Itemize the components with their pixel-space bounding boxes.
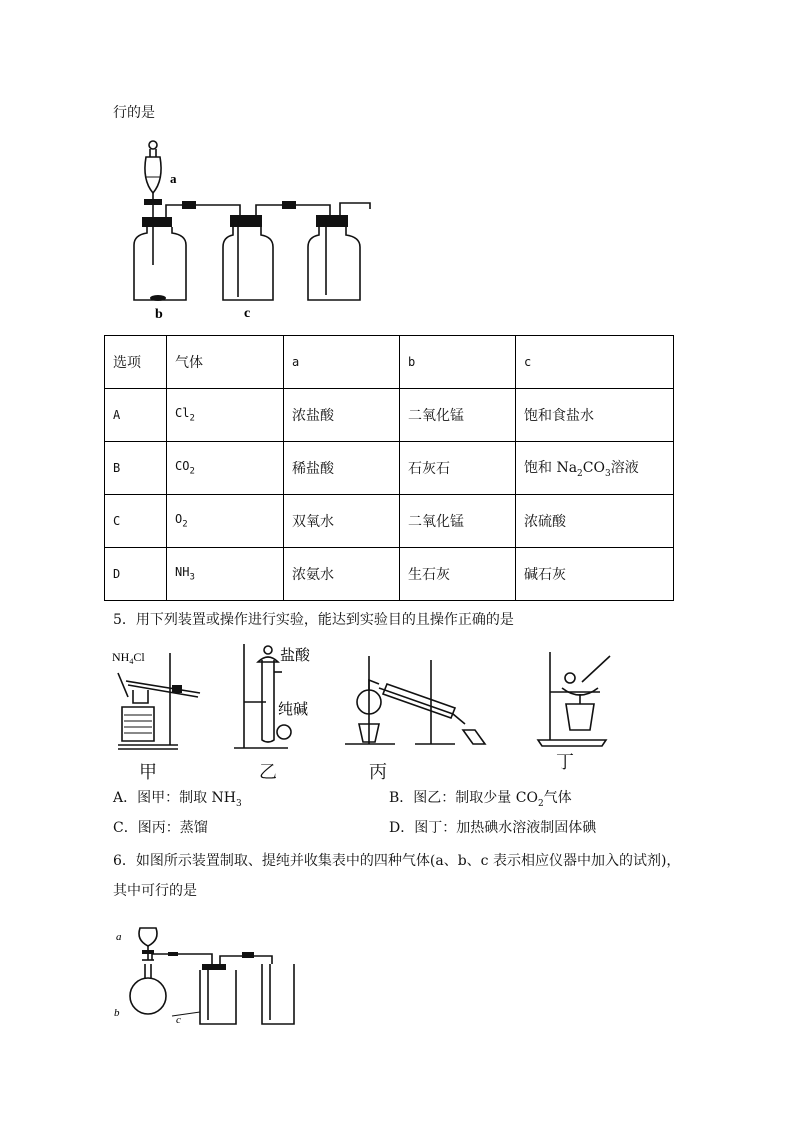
reagent-c-cell: 碱石灰 <box>516 548 674 601</box>
fig-ding-apparatus <box>530 648 630 748</box>
q5-option-a: A．图甲：制取 $NH_3$ <box>113 790 242 809</box>
fig-yi-apparatus <box>228 640 328 755</box>
header-cell: a <box>284 336 400 389</box>
nh4cl-label: NH <box>112 650 130 664</box>
header-cell: c <box>516 336 674 389</box>
apparatus-figure-1 <box>120 135 380 325</box>
reagent-a-cell: 浓氨水 <box>284 548 400 601</box>
option-cell: C <box>105 495 167 548</box>
reagent-a-cell: 浓盐酸 <box>284 389 400 442</box>
label-chunjian: 纯碱 <box>278 700 309 718</box>
apparatus-figure-6 <box>112 920 302 1035</box>
reagent-c-cell: 饱和食盐水 <box>516 389 674 442</box>
q6-stem-line1: 6．如图所示装置制取、提纯并收集表中的四种气体(a、b、c 表示相应仪器中加入的试剂)， <box>113 853 681 869</box>
reagent-c-cell: 饱和 $Na_2CO_3$溶液 <box>516 442 674 495</box>
caption-yi: 乙 <box>259 762 277 783</box>
fig1-label-b: b <box>155 307 163 322</box>
fig6-label-c: c <box>176 1014 181 1026</box>
table-row <box>105 548 674 601</box>
header-cell: b <box>400 336 516 389</box>
caption-jia: 甲 <box>139 762 157 783</box>
reagent-a-cell: 双氧水 <box>284 495 400 548</box>
q6-stem-line2: 其中可行的是 <box>113 883 197 899</box>
fig-bing-apparatus <box>335 650 505 750</box>
table-header-row <box>105 336 674 389</box>
gas-cell: $Cl_2$ <box>167 389 284 442</box>
option-cell: A <box>105 389 167 442</box>
svg-text:NH4Cl: $NH_4Cl$ <box>112 650 145 666</box>
reagent-c-cell: 浓硫酸 <box>516 495 674 548</box>
table-row <box>105 389 674 442</box>
fig6-label-b: b <box>114 1007 120 1019</box>
reagent-b-cell: 生石灰 <box>400 548 516 601</box>
header-cell: 选项 <box>105 336 167 389</box>
fig6-label-a: a <box>116 931 122 943</box>
fig1-label-a: a <box>170 171 177 186</box>
option-cell: B <box>105 442 167 495</box>
gas-cell: $O_2$ <box>167 495 284 548</box>
gas-cell: $NH_3$ <box>167 548 284 601</box>
reagent-b-cell: 二氧化锰 <box>400 495 516 548</box>
caption-bing: 丙 <box>369 762 387 783</box>
label-yansuan: 盐酸 <box>280 646 311 664</box>
lead-text: 行的是 <box>113 105 155 121</box>
q5-option-d: D．图丁：加热碘水溶液制固体碘 <box>389 820 597 836</box>
options-table <box>104 335 674 601</box>
gas-cell: $CO_2$ <box>167 442 284 495</box>
header-cell: 气体 <box>167 336 284 389</box>
table-row <box>105 442 674 495</box>
reagent-b-cell: 石灰石 <box>400 442 516 495</box>
q5-stem: 5．用下列装置或操作进行实验，能达到实验目的且操作正确的是 <box>113 612 514 628</box>
reagent-a-cell: 稀盐酸 <box>284 442 400 495</box>
reagent-b-cell: 二氧化锰 <box>400 389 516 442</box>
option-cell: D <box>105 548 167 601</box>
q5-option-b: B．图乙：制取少量 $CO_2$气体 <box>389 790 572 809</box>
caption-ding: 丁 <box>556 752 574 773</box>
q5-option-c: C．图丙：蒸馏 <box>113 820 208 836</box>
fig1-label-c: c <box>244 306 251 321</box>
fig-jia-apparatus <box>108 645 208 755</box>
table-row <box>105 495 674 548</box>
